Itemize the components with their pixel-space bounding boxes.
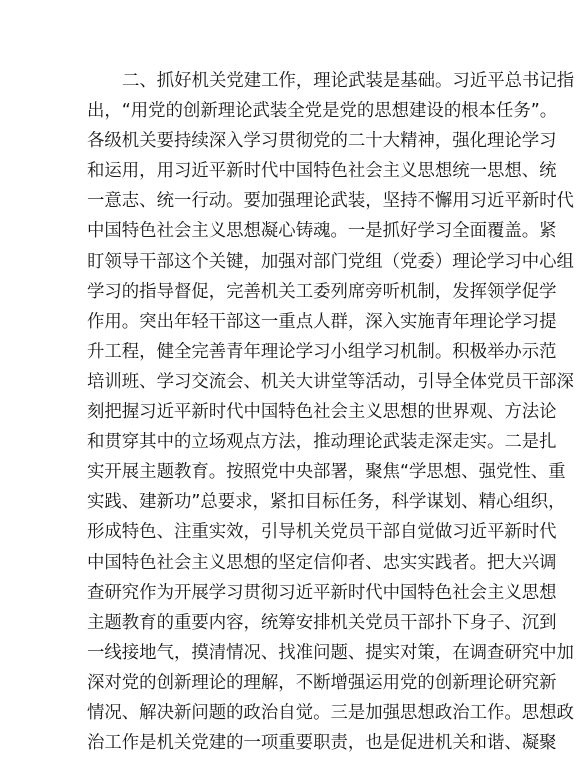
text-line: 二、抓好机关党建工作，理论武装是基础。习近平总书记指 — [122, 71, 575, 91]
text-line: 查研究作为开展学习贯彻习近平新时代中国特色社会主义思想 — [87, 582, 557, 603]
text-line: 盯领导干部这个关键，加强对部门党组（党委）理论学习中心组 — [87, 251, 574, 272]
text-line: 升工程，健全完善青年理论学习小组学习机制。积极举办示范 — [87, 341, 557, 362]
text-line: 刻把握习近平新时代中国特色社会主义思想的世界观、方法论 — [87, 402, 557, 423]
text-line: 实践、建新功”总要求，紧扣目标任务，科学谋划、精心组织， — [87, 492, 566, 513]
text-line: 治工作是机关党建的一项重要职责，也是促进机关和谐、凝聚 — [87, 733, 557, 754]
text-line: 作用。突出年轻干部这一重点人群，深入实施青年理论学习提 — [87, 311, 557, 332]
text-line: 深对党的创新理论的理解，不断增强运用党的创新理论研究新 — [87, 672, 557, 693]
text-line: 学习的指导督促，完善机关工委列席旁听机制，发挥领学促学 — [87, 281, 557, 302]
text-line: 主题教育的重要内容，统筹安排机关党员干部扑下身子、沉到 — [87, 612, 557, 633]
text-line: 一线接地气，摸清情况、找准问题、提实对策，在调查研究中加 — [87, 642, 574, 663]
text-line: 各级机关要持续深入学习贯彻党的二十大精神，强化理论学习 — [87, 131, 557, 152]
body-paragraph — [87, 66, 575, 758]
text-line: 和贯穿其中的立场观点方法，推动理论武装走深走实。二是扎 — [87, 432, 557, 453]
text-line: 实开展主题教育。按照党中央部署，聚焦“学思想、强党性、重 — [87, 462, 566, 483]
text-line: 情况、解决新问题的政治自觉。三是加强思想政治工作。思想政 — [87, 702, 574, 723]
text-line: 一意志、统一行动。要加强理论武装，坚持不懈用习近平新时代 — [87, 191, 574, 212]
text-line: 形成特色、注重实效，引导机关党员干部自觉做习近平新时代 — [87, 522, 557, 543]
text-line: 和运用，用习近平新时代中国特色社会主义思想统一思想、统 — [87, 161, 557, 182]
text-line: 培训班、学习交流会、机关大讲堂等活动，引导全体党员干部深 — [87, 371, 574, 392]
text-line: 出，“用党的创新理论武装全党是党的思想建设的根本任务”。 — [87, 101, 558, 122]
text-line: 中国特色社会主义思想凝心铸魂。一是抓好学习全面覆盖。紧 — [87, 221, 557, 242]
text-line: 中国特色社会主义思想的坚定信仰者、忠实实践者。把大兴调 — [87, 552, 557, 573]
